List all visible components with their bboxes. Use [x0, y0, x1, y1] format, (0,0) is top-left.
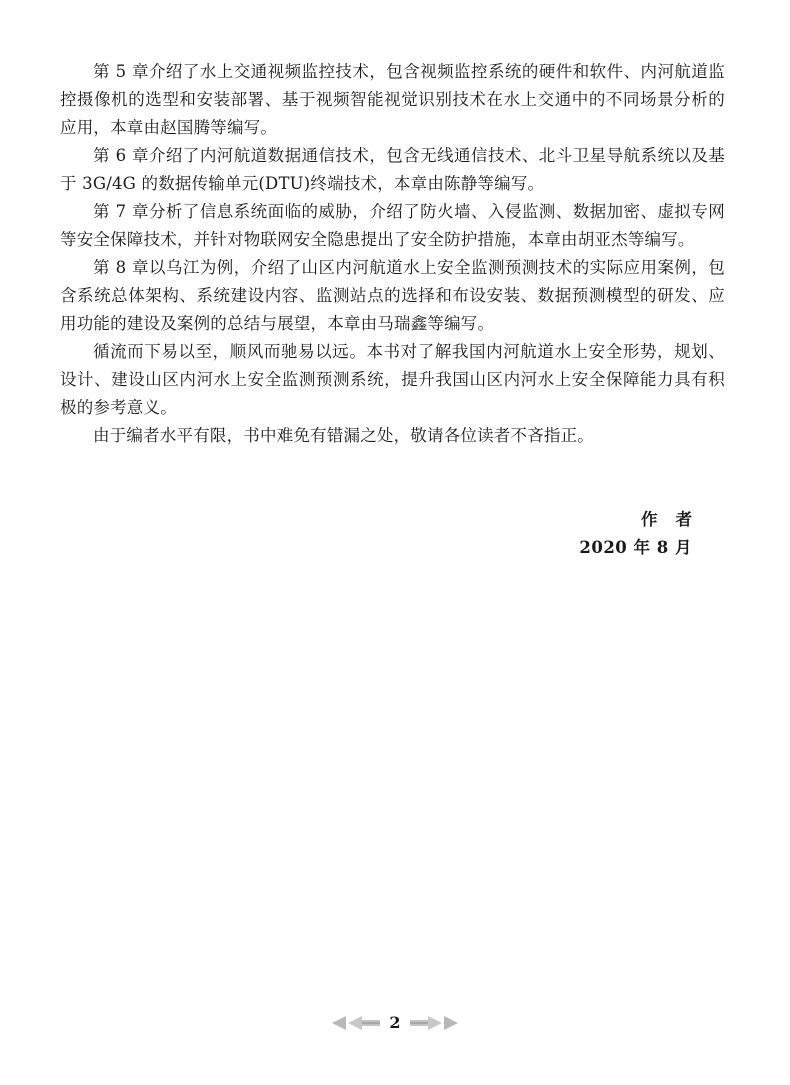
page-footer — [0, 1012, 790, 1034]
paragraph-closing: 由于编者水平有限，书中难免有错漏之处，敬请各位读者不吝指正。 — [93, 426, 594, 445]
preface-body — [60, 58, 725, 450]
paragraph-chapter-7: 第 7 章分析了信息系统面临的威胁，介绍了防火墙、入侵监测、数据加密、虚拟专网等安全保障技术，并针对物联网安全隐患提出了安全防护措施，本章由胡亚杰等编写。 — [60, 202, 725, 249]
paragraph-chapter-5: 第 5 章介绍了水上交通视频监控技术，包含视频监控系统的硬件和软件、内河航道监控摄像机的选型和安装部署、基于视频智能视觉识别技术在水上交通中的不同场景分析的应用，本章由赵国腾等编写。 — [60, 62, 725, 137]
signature-author: 作者 — [641, 510, 710, 529]
left-arrow-ornament-icon — [332, 1015, 380, 1031]
paragraph-significance: 循流而下易以至，顺风而驰易以远。本书对了解我国内河航道水上安全形势，规划、设计、建设山区内河水上安全监测预测系统，提升我国山区内河水上安全保障能力具有积极的参考意义。 — [60, 342, 725, 417]
page-number: 2 — [389, 1013, 401, 1032]
paragraph-chapter-6: 第 6 章介绍了内河航道数据通信技术，包含无线通信技术、北斗卫星导航系统以及基于 3G/4G 的数据传输单元(DTU)终端技术，本章由陈静等编写。 — [60, 146, 725, 193]
paragraph-chapter-8: 第 8 章以乌江为例，介绍了山区内河航道水上安全监测预测技术的实际应用案例，包含系统总体架构、系统建设内容、监测站点的选择和布设安装、数据预测模型的研发、应用功能的建设及案例的总结与展望，本章由马瑞鑫等编写。 — [60, 258, 725, 333]
signature-date: 2020 年 8 月 — [579, 538, 692, 557]
signature-block — [579, 506, 710, 562]
right-arrow-ornament-icon — [410, 1015, 458, 1031]
